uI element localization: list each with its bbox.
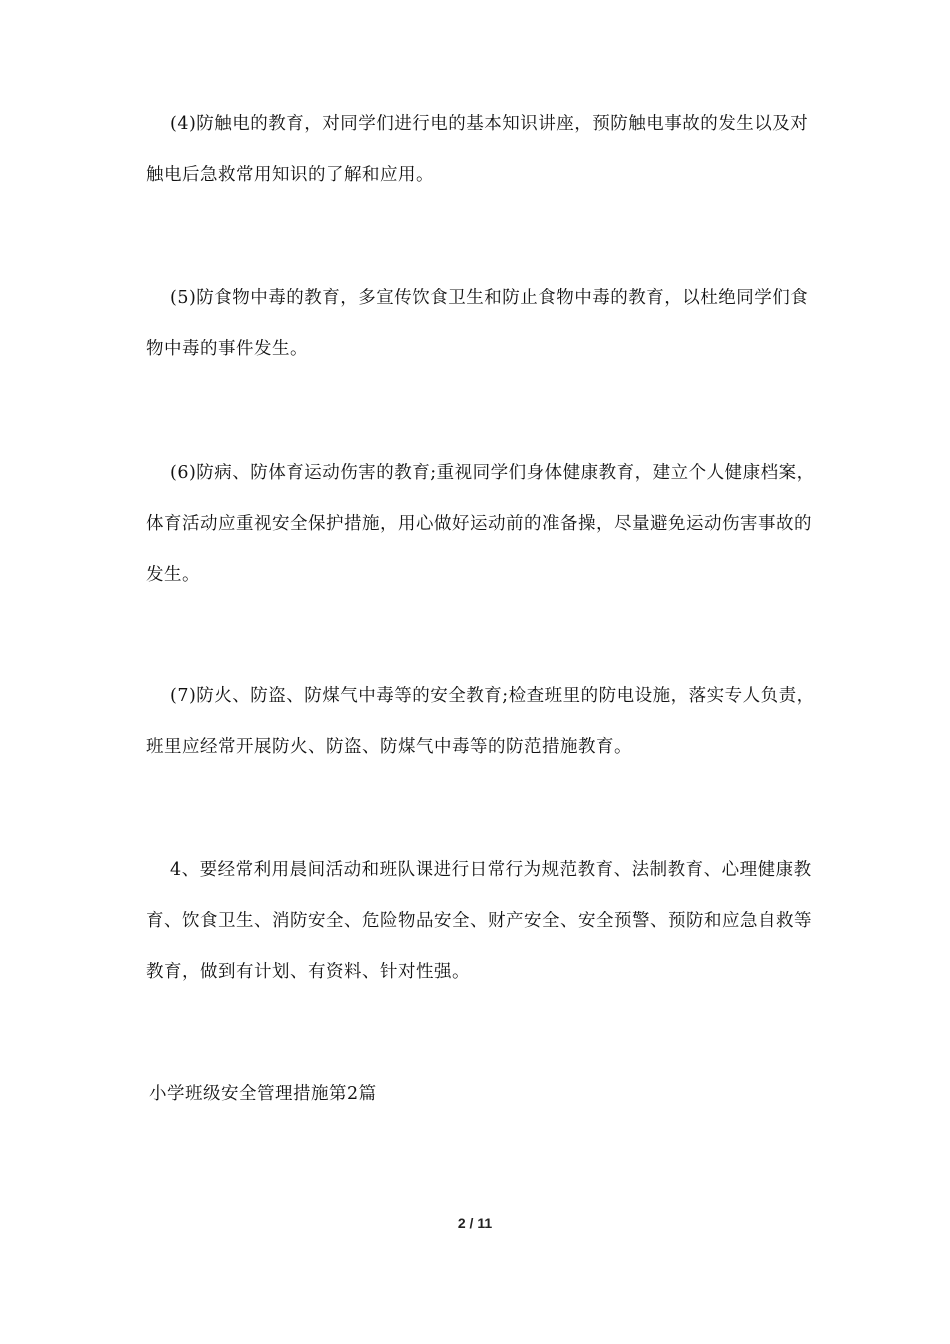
section-heading: 小学班级安全管理措施第2篇: [149, 1084, 377, 1104]
paragraph-food-poisoning-education: (5)防食物中毒的教育，多宣传饮食卫生和防止食物中毒的教育，以杜绝同学们食物中毒的事件发生。: [146, 288, 809, 359]
paragraph-daily-behavior-education: 4、要经常利用晨间活动和班队课进行日常行为规范教育、法制教育、心理健康教育、饮食卫生、消防安全、危险物品安全、财产安全、安全预警、预防和应急自救等教育，做到有计划、有资料、针对性强。: [146, 860, 812, 982]
paragraph-electric-shock-education: (4)防触电的教育，对同学们进行电的基本知识讲座，预防触电事故的发生以及对触电后急救常用知识的了解和应用。: [146, 114, 809, 185]
page-number: 2 / 11: [457, 1215, 493, 1231]
paragraph-fire-theft-gas-education: (7)防火、防盗、防煤气中毒等的安全教育;检查班里的防电设施，落实专人负责，班里应经常开展防火、防盗、防煤气中毒等的防范措施教育。: [146, 686, 815, 757]
paragraph-sports-injury-education: (6)防病、防体育运动伤害的教育;重视同学们身体健康教育，建立个人健康档案，体育活动应重视安全保护措施，用心做好运动前的准备操，尽量避免运动伤害事故的发生。: [146, 463, 815, 585]
